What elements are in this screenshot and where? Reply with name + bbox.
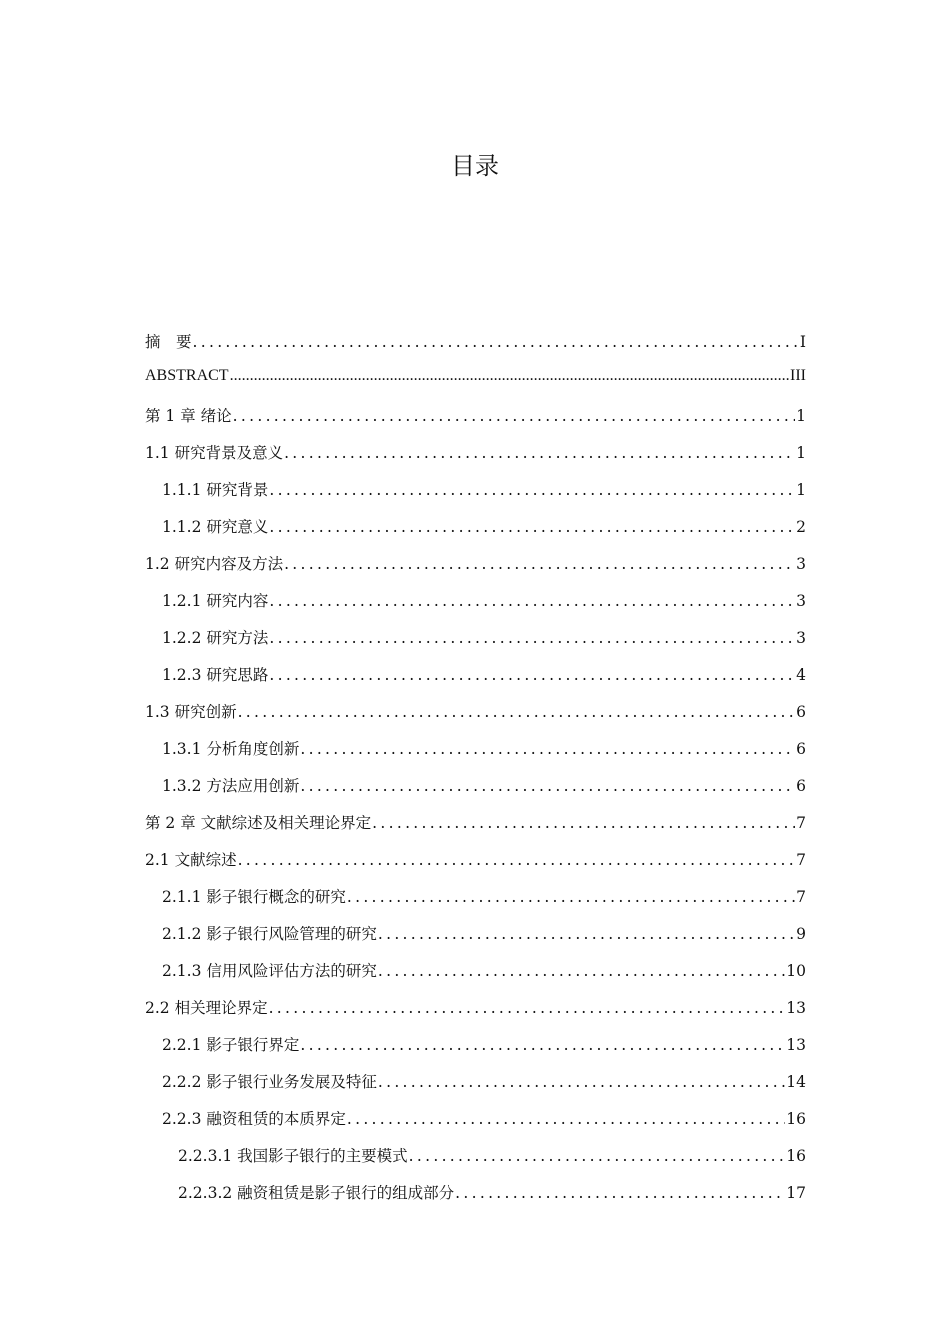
toc-entry-page: 6 [796,740,806,758]
dot-leader [269,666,795,684]
toc-entry-page: 4 [796,666,806,684]
toc-entry[interactable] [145,811,806,848]
toc-entry-page: 13 [786,1036,806,1054]
toc-entry-label: 2.2.3 融资租赁的本质界定 [162,1110,346,1128]
dot-leader [269,481,795,499]
toc-entry[interactable] [145,1181,806,1218]
toc-entry-page: 7 [796,851,806,869]
toc-entry-label: 2.1.2 影子银行风险管理的研究 [162,925,377,943]
toc-entry-label: 1.1 研究背景及意义 [145,444,284,462]
dot-leader [238,851,796,869]
toc-entry[interactable] [145,367,806,404]
dot-leader [269,592,795,610]
dot-leader [284,555,795,573]
toc-entry-page: 14 [786,1073,806,1091]
dot-leader [347,1110,785,1128]
toc-entry-page: 1 [796,481,806,499]
toc-entry-label: 1.3 研究创新 [145,703,237,721]
toc-entry[interactable] [145,626,806,663]
toc-entry[interactable] [145,589,806,626]
toc-entry[interactable] [145,663,806,700]
toc-entry-label: 第 2 章 文献综述及相关理论界定 [145,814,372,832]
toc-entry[interactable] [145,478,806,515]
toc-entry-page: 7 [796,888,806,906]
toc-entry-label: 2.2.3.2 融资租赁是影子银行的组成部分 [178,1184,455,1202]
toc-entry-label: 1.2 研究内容及方法 [145,555,284,573]
toc-entry-label: 第 1 章 绪论 [145,407,232,425]
toc-entry-page: I [799,333,806,351]
toc-entry[interactable] [145,330,806,367]
dot-leader [269,629,795,647]
dot-leader [372,814,795,832]
toc-entry[interactable] [145,1033,806,1070]
dot-leader [238,703,796,721]
toc-entry-page: 1 [796,444,806,462]
toc-entry-page: 6 [796,777,806,795]
toc-entry[interactable] [145,996,806,1033]
toc-entry-page: III [790,367,806,384]
dot-leader [300,740,795,758]
toc-entry-label: 1.2.1 研究内容 [162,592,269,610]
toc-entry[interactable] [145,774,806,811]
toc-entry-page: 9 [796,925,806,943]
dot-leader [378,1073,785,1091]
toc-entry-label: ABSTRACT [145,367,229,384]
toc-entry-page: 13 [786,999,806,1017]
dot-leader [300,1036,785,1054]
toc-entry-label: 2.2.2 影子银行业务发展及特征 [162,1073,377,1091]
toc-entry-label: 2.2.3.1 我国影子银行的主要模式 [178,1147,408,1165]
toc-entry-page: 7 [796,814,806,832]
toc-entry-page: 6 [796,703,806,721]
toc-entry-label: 1.1.1 研究背景 [162,481,269,499]
toc-entry-page: 3 [796,592,806,610]
toc-entry-page: 10 [786,962,806,980]
toc-entry-page: 16 [786,1147,806,1165]
toc-entry-page: 3 [796,629,806,647]
dot-leader [409,1147,786,1165]
toc-entry[interactable] [145,515,806,552]
toc-entry[interactable] [145,404,806,441]
dot-leader [233,407,795,425]
page-title: 目录 [451,152,499,180]
toc-entry-label: 1.3.2 方法应用创新 [162,777,300,795]
toc-entry-page: 16 [786,1110,806,1128]
toc-entry-page: 2 [796,518,806,536]
dot-leader [230,367,789,385]
toc-entry-label: 2.1.3 信用风险评估方法的研究 [162,962,377,980]
dot-leader [193,333,799,351]
toc-entry[interactable] [145,885,806,922]
dot-leader [378,925,795,943]
dot-leader [284,444,795,462]
toc-entry[interactable] [145,552,806,589]
toc-entry-label: 1.3.1 分析角度创新 [162,740,300,758]
toc-entry-label: 1.2.2 研究方法 [162,629,269,647]
toc-entry-page: 3 [796,555,806,573]
table-of-contents [145,330,806,1218]
toc-entry[interactable] [145,737,806,774]
toc-entry[interactable] [145,1144,806,1181]
dot-leader [455,1184,785,1202]
toc-entry-label: 1.1.2 研究意义 [162,518,269,536]
toc-entry-label: 1.2.3 研究思路 [162,666,269,684]
toc-entry-label: 摘 要 [145,333,192,351]
dot-leader [269,518,795,536]
toc-entry[interactable] [145,922,806,959]
dot-leader [300,777,795,795]
toc-entry[interactable] [145,848,806,885]
toc-entry[interactable] [145,1107,806,1144]
toc-entry[interactable] [145,700,806,737]
toc-entry-page: 1 [796,407,806,425]
toc-entry-label: 2.1 文献综述 [145,851,237,869]
toc-entry[interactable] [145,441,806,478]
toc-entry-label: 2.1.1 影子银行概念的研究 [162,888,346,906]
toc-entry-label: 2.2.1 影子银行界定 [162,1036,300,1054]
toc-entry[interactable] [145,959,806,996]
toc-entry[interactable] [145,1070,806,1107]
dot-leader [347,888,795,906]
toc-entry-label: 2.2 相关理论界定 [145,999,268,1017]
dot-leader [269,999,786,1017]
toc-entry-page: 17 [786,1184,806,1202]
dot-leader [378,962,785,980]
